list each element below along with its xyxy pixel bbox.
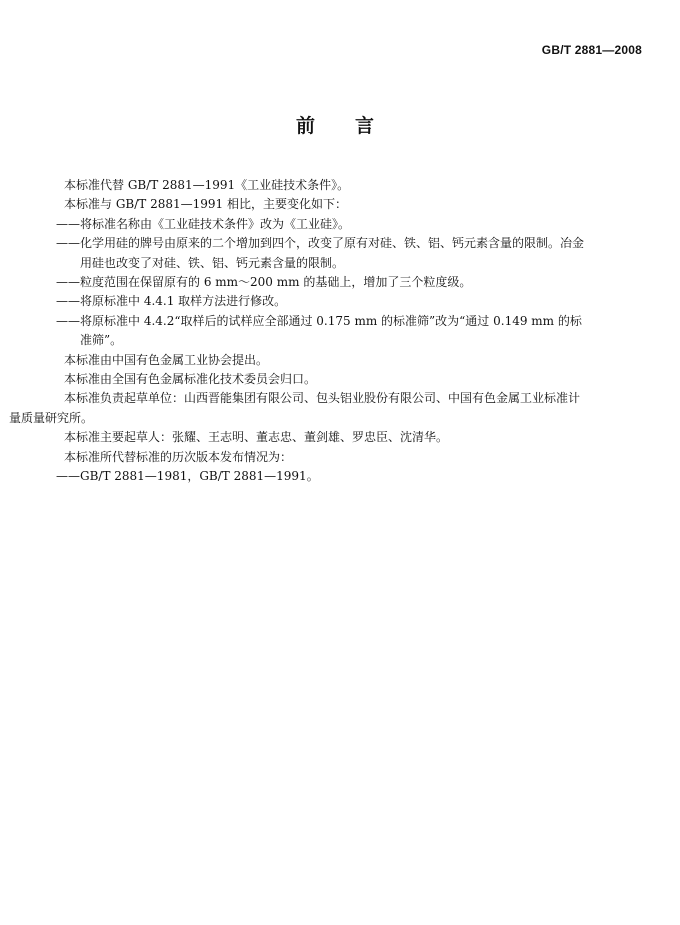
paragraph-history-intro	[64, 448, 644, 467]
list-item-sieve-line2: 准筛”。	[80, 333, 123, 348]
list-item-sieve	[56, 312, 644, 351]
paragraph-proposer-text: 本标准由中国有色金属工业协会提出。	[64, 352, 269, 367]
paragraph-drafting-units-line1: 本标准负责起草单位：山西晋能集团有限公司、包头铝业股份有限公司、中国有色金属工业标准计	[64, 391, 581, 406]
list-item-rename-text: ——将标准名称由《工业硅技术条件》改为《工业硅》。	[56, 216, 351, 231]
list-item-sampling-text: ——将原标准中 4.4.1 取样方法进行修改。	[56, 294, 287, 309]
list-item-history-text: ——GB/T 2881—1981，GB/T 2881—1991。	[56, 469, 319, 484]
paragraph-proposer	[64, 351, 644, 370]
list-item-grades-line2: 用硅也改变了对硅、铁、铝、钙元素含量的限制。	[80, 255, 345, 270]
paragraph-replaces	[64, 176, 644, 195]
list-item-size-range	[56, 273, 644, 292]
list-item-grades	[56, 234, 644, 273]
page-title: 前言	[295, 115, 414, 137]
paragraph-history-intro-text: 本标准所代替标准的历次版本发布情况为：	[64, 449, 293, 464]
list-item-rename	[56, 215, 644, 234]
paragraph-committee	[64, 370, 644, 389]
paragraph-changes-intro	[64, 195, 644, 214]
paragraph-drafting-units-line2: 量质量研究所。	[9, 410, 94, 425]
foreword-body	[9, 176, 644, 487]
paragraph-committee-text: 本标准由全国有色金属标准化技术委员会归口。	[64, 372, 317, 387]
list-item-history	[56, 467, 644, 486]
list-item-sampling	[56, 292, 644, 311]
list-item-sieve-line1: ——将原标准中 4.4.2“取样后的试样应全部通过 0.175 mm 的标准筛”改为“通过 0.149 mm 的标	[56, 313, 582, 328]
list-item-size-range-text: ——粒度范围在保留原有的 6 mm～200 mm 的基础上，增加了三个粒度级。	[56, 275, 472, 290]
standard-number: GB/T 2881—2008	[541, 43, 642, 57]
paragraph-replaces-text: 本标准代替 GB/T 2881—1991《工业硅技术条件》。	[64, 178, 350, 192]
paragraph-changes-intro-text: 本标准与 GB/T 2881—1991 相比，主要变化如下：	[64, 197, 347, 212]
paragraph-drafting-units	[9, 389, 644, 428]
paragraph-drafters	[64, 428, 644, 447]
paragraph-drafters-text: 本标准主要起草人：张耀、王志明、董志忠、董剑雄、罗忠臣、沈清华。	[64, 430, 449, 445]
list-item-grades-line1: ——化学用硅的牌号由原来的二个增加到四个，改变了原有对硅、铁、铝、钙元素含量的限制。冶金	[56, 236, 585, 251]
